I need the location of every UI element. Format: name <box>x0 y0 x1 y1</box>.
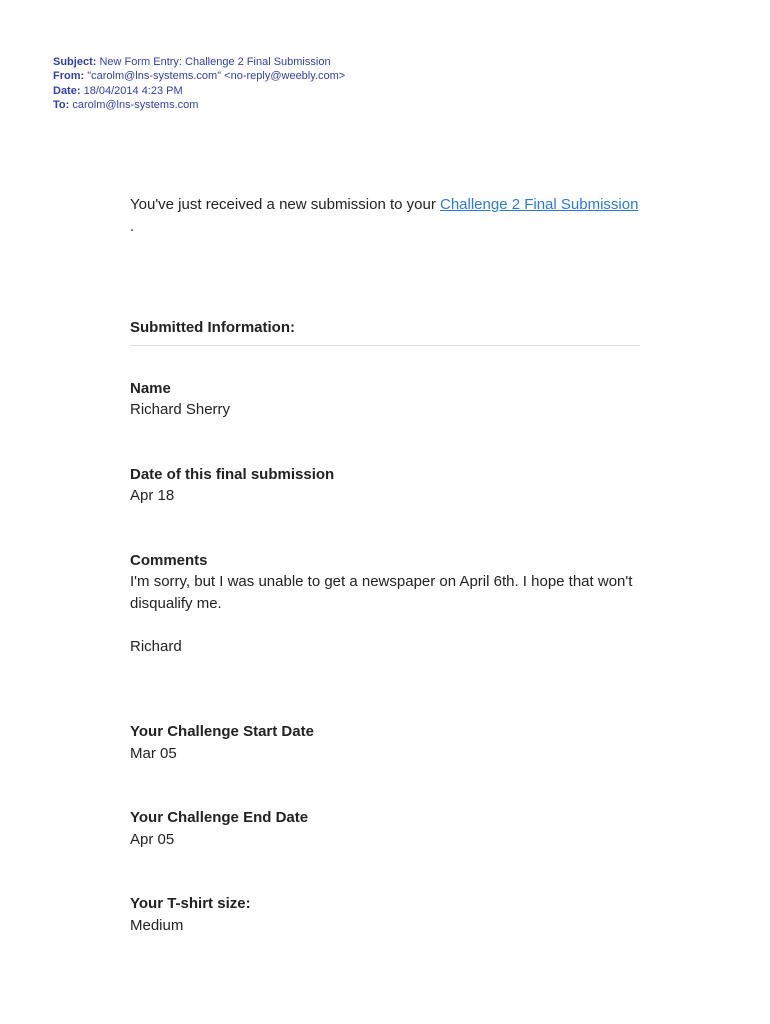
field-end-date <box>130 807 640 850</box>
to-row <box>53 98 345 112</box>
from-label: From: <box>53 70 85 83</box>
field-label: Your Challenge End Date <box>130 809 309 826</box>
from-value: "carolm@lns-systems.com" <no-reply@weebly.com> <box>87 70 346 83</box>
field-label: Date of this final submission <box>130 465 335 483</box>
field-start-date <box>130 721 640 764</box>
to-label: To: <box>53 98 70 111</box>
intro-paragraph <box>130 194 640 237</box>
field-label: Your Challenge Start Date <box>130 723 314 740</box>
subject-row <box>53 55 345 69</box>
section-title: Submitted Information: <box>130 317 640 346</box>
subject-value: New Form Entry: Challenge 2 Final Submission <box>99 56 331 68</box>
date-label: Date: <box>53 84 81 97</box>
date-value: 18/04/2014 4:23 PM <box>83 84 183 97</box>
field-value: Apr 18 <box>130 487 175 504</box>
intro-text: You've just received a new submission to your <box>130 196 440 213</box>
field-label: Name <box>130 379 171 397</box>
from-row <box>53 69 345 83</box>
field-value: Richard Sherry <box>130 401 231 418</box>
field-label: Your T-shirt size: <box>130 895 251 912</box>
field-label: Comments <box>130 551 208 569</box>
email-header <box>53 55 345 112</box>
field-submission-date <box>130 464 640 507</box>
field-name <box>130 378 640 421</box>
field-comments <box>130 550 640 658</box>
to-value: carolm@lns-systems.com <box>72 98 199 111</box>
form-link[interactable]: Challenge 2 Final Submission <box>439 196 639 213</box>
field-value: Mar 05 <box>130 744 177 762</box>
field-value: I'm sorry, but I was unable to get a newspaper on April 6th. I hope that won't disqualify me. Richard <box>130 573 633 655</box>
field-value: Medium <box>130 916 184 934</box>
field-tshirt-size <box>130 893 640 936</box>
date-row <box>53 84 345 98</box>
intro-end: . <box>130 217 135 235</box>
field-value: Apr 05 <box>130 830 175 848</box>
subject-label: Subject: <box>53 56 97 68</box>
email-body <box>130 194 640 936</box>
